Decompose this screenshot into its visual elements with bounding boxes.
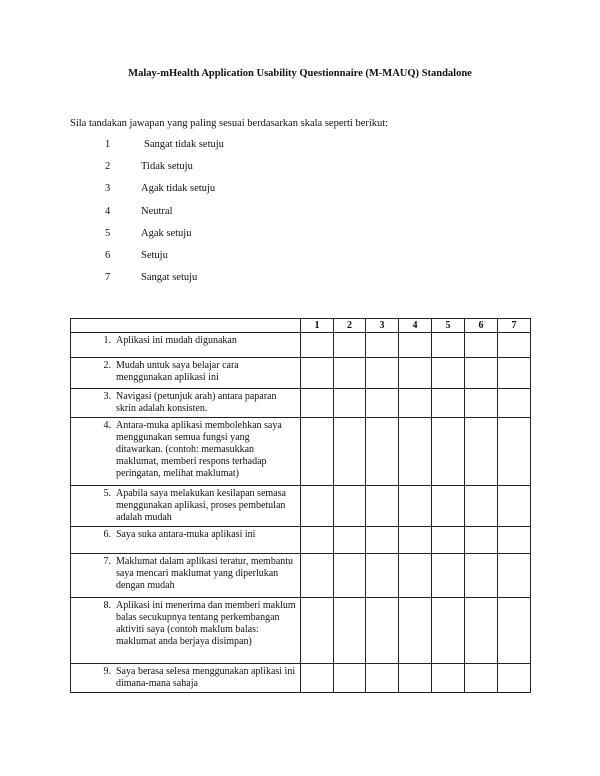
rating-cell[interactable] — [399, 598, 432, 664]
rating-cell[interactable] — [366, 527, 399, 554]
rating-cell[interactable] — [498, 664, 531, 693]
question-number: 6. — [103, 529, 111, 540]
scale-label: Sangat tidak setuju — [144, 139, 224, 150]
question-cell — [71, 664, 301, 693]
header-cell: 7 — [498, 319, 531, 333]
question-number: 2. — [103, 360, 111, 371]
question-number: 8. — [103, 600, 111, 611]
rating-cell[interactable] — [366, 358, 399, 389]
rating-cell[interactable] — [399, 527, 432, 554]
question-cell — [71, 333, 301, 358]
scale-number: 2 — [105, 161, 111, 172]
question-cell — [71, 358, 301, 389]
rating-cell[interactable] — [334, 333, 366, 358]
rating-cell[interactable] — [432, 554, 465, 598]
question-number: 3. — [103, 391, 111, 402]
rating-cell[interactable] — [334, 554, 366, 598]
rating-cell[interactable] — [334, 527, 366, 554]
rating-cell[interactable] — [301, 358, 334, 389]
rating-cell[interactable] — [498, 358, 531, 389]
rating-cell[interactable] — [301, 664, 334, 693]
header-cell: 1 — [301, 319, 334, 333]
rating-cell[interactable] — [399, 664, 432, 693]
scale-label: Agak tidak setuju — [141, 183, 216, 194]
question-text: Apabila saya melakukan kesilapan semasa menggunakan aplikasi, proses pembetulan adalah mudah — [116, 488, 286, 523]
table-row — [71, 418, 531, 486]
question-text: Saya suka antara-muka aplikasi ini — [116, 529, 256, 540]
rating-cell[interactable] — [465, 598, 498, 664]
rating-cell[interactable] — [498, 486, 531, 527]
scale-number: 7 — [105, 272, 111, 283]
rating-cell[interactable] — [432, 527, 465, 554]
question-text: Saya berasa selesa menggunakan aplikasi ini dimana-mana sahaja — [116, 666, 296, 689]
rating-cell[interactable] — [301, 333, 334, 358]
rating-cell[interactable] — [366, 554, 399, 598]
question-text: Maklumat dalam aplikasi teratur, membantu saya mencari maklumat yang diperlukan dengan mudah — [116, 556, 294, 591]
question-number: 7. — [103, 556, 111, 567]
rating-cell[interactable] — [498, 527, 531, 554]
table-row — [71, 358, 531, 389]
rating-cell[interactable] — [465, 418, 498, 486]
rating-cell[interactable] — [432, 486, 465, 527]
scale-item — [0, 272, 600, 286]
rating-cell[interactable] — [366, 418, 399, 486]
question-text: Mudah untuk saya belajar cara menggunakan aplikasi ini — [116, 360, 239, 383]
scale-number: 4 — [105, 206, 111, 217]
questionnaire-table — [70, 318, 531, 693]
table-header-row — [71, 319, 531, 333]
scale-label: Sangat setuju — [141, 272, 198, 283]
rating-cell[interactable] — [399, 333, 432, 358]
rating-cell[interactable] — [432, 333, 465, 358]
question-cell — [71, 418, 301, 486]
rating-cell[interactable] — [301, 554, 334, 598]
rating-cell[interactable] — [399, 389, 432, 418]
table-row — [71, 527, 531, 554]
rating-cell[interactable] — [399, 486, 432, 527]
rating-cell[interactable] — [366, 598, 399, 664]
scale-item — [0, 139, 600, 153]
question-cell — [71, 554, 301, 598]
rating-cell[interactable] — [334, 486, 366, 527]
table-row — [71, 554, 531, 598]
rating-cell[interactable] — [334, 418, 366, 486]
question-number: 1. — [103, 335, 111, 346]
header-cell: 6 — [465, 319, 498, 333]
rating-cell[interactable] — [366, 664, 399, 693]
scale-number: 5 — [105, 228, 111, 239]
rating-cell[interactable] — [366, 389, 399, 418]
rating-cell[interactable] — [498, 418, 531, 486]
rating-cell[interactable] — [301, 418, 334, 486]
scale-item — [0, 250, 600, 264]
scale-item — [0, 206, 600, 220]
rating-cell[interactable] — [498, 389, 531, 418]
question-number: 9. — [103, 666, 111, 677]
question-cell — [71, 389, 301, 418]
rating-cell[interactable] — [399, 358, 432, 389]
rating-cell[interactable] — [465, 664, 498, 693]
scale-label: Tidak setuju — [141, 161, 193, 172]
question-cell — [71, 527, 301, 554]
rating-cell[interactable] — [465, 486, 498, 527]
scale-item — [0, 161, 600, 175]
table-row — [71, 664, 531, 693]
rating-cell[interactable] — [334, 598, 366, 664]
question-text: Aplikasi ini menerima dan memberi maklum balas secukupnya tentang perkembangan aktiviti saya (contoh maklum balas: maklumat anda berjaya disimpan) — [116, 600, 296, 647]
header-cell: 4 — [399, 319, 432, 333]
scale-number: 1 — [105, 139, 111, 150]
rating-cell[interactable] — [432, 389, 465, 418]
rating-cell[interactable] — [465, 527, 498, 554]
table-row — [71, 598, 531, 664]
header-cell: 5 — [432, 319, 465, 333]
rating-cell[interactable] — [301, 598, 334, 664]
question-cell — [71, 598, 301, 664]
rating-cell[interactable] — [465, 333, 498, 358]
document-title: Malay-mHealth Application Usability Questionnaire (M-MAUQ) Standalone — [128, 68, 472, 79]
header-cell-empty — [71, 319, 301, 333]
header-cell: 3 — [366, 319, 399, 333]
rating-cell[interactable] — [301, 389, 334, 418]
header-cell: 2 — [334, 319, 366, 333]
rating-cell[interactable] — [498, 598, 531, 664]
rating-cell[interactable] — [334, 664, 366, 693]
rating-cell[interactable] — [465, 358, 498, 389]
scale-item — [0, 183, 600, 197]
rating-cell[interactable] — [432, 418, 465, 486]
rating-cell[interactable] — [399, 418, 432, 486]
rating-cell[interactable] — [465, 554, 498, 598]
scale-number: 3 — [105, 183, 111, 194]
scale-number: 6 — [105, 250, 111, 261]
rating-cell[interactable] — [366, 333, 399, 358]
rating-cell[interactable] — [432, 358, 465, 389]
rating-cell[interactable] — [301, 486, 334, 527]
rating-cell[interactable] — [498, 554, 531, 598]
question-text: Antara-muka aplikasi membolehkan saya menggunakan semua fungsi yang ditawarkan. (contoh: memasukkan maklumat, memberi respons terhadap peringatan, melihat maklumat) — [116, 420, 282, 479]
question-cell — [71, 486, 301, 527]
question-text: Navigasi (petunjuk arah) antara paparan skrin adalah konsisten. — [116, 391, 277, 414]
rating-cell[interactable] — [465, 389, 498, 418]
scale-label: Neutral — [141, 206, 173, 217]
scale-label: Agak setuju — [141, 228, 192, 239]
question-number: 4. — [103, 420, 111, 431]
instruction-text: Sila tandakan jawapan yang paling sesuai berdasarkan skala seperti berikut: — [70, 118, 389, 129]
scale-label: Setuju — [141, 250, 168, 261]
table-row — [71, 389, 531, 418]
question-text: Aplikasi ini mudah digunakan — [116, 335, 237, 346]
rating-cell[interactable] — [301, 527, 334, 554]
rating-cell[interactable] — [366, 486, 399, 527]
rating-cell[interactable] — [498, 333, 531, 358]
rating-cell[interactable] — [432, 664, 465, 693]
rating-cell[interactable] — [334, 358, 366, 389]
rating-cell[interactable] — [399, 554, 432, 598]
rating-cell[interactable] — [432, 598, 465, 664]
table-row — [71, 486, 531, 527]
table-row — [71, 333, 531, 358]
rating-cell[interactable] — [334, 389, 366, 418]
question-number: 5. — [103, 488, 111, 499]
scale-item — [0, 228, 600, 242]
